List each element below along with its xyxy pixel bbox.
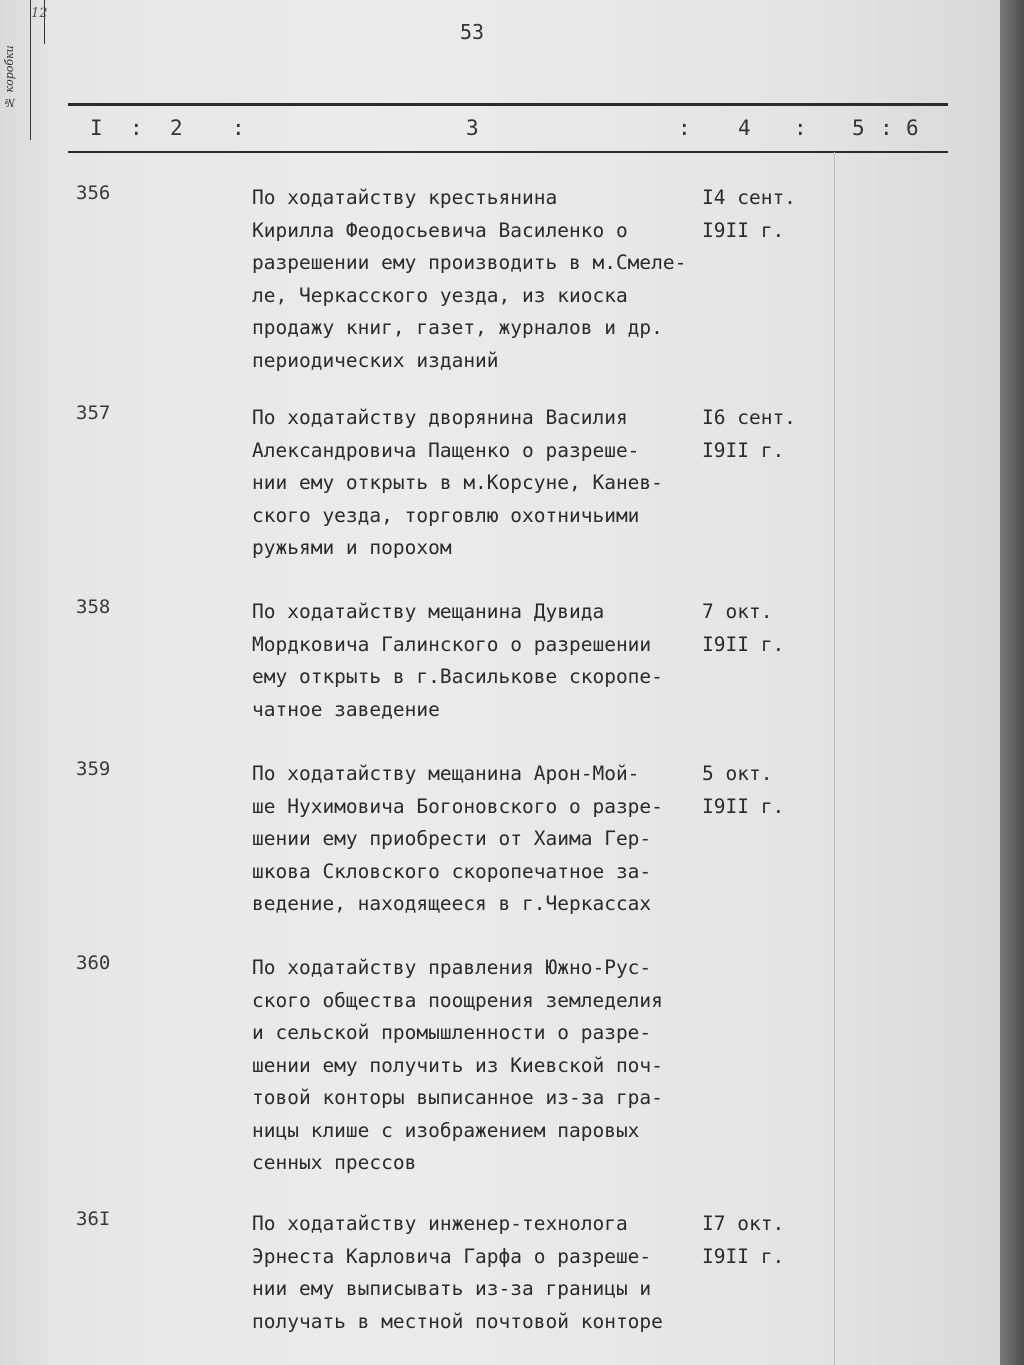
col-header-sep: : — [880, 116, 894, 140]
record-date: I4 сент. I9II г. — [702, 186, 796, 242]
record-number: 358 — [76, 596, 111, 618]
margin-column — [0, 0, 31, 140]
col-header-sep: : — [130, 116, 144, 140]
record-date: 7 окт. I9II г. — [702, 600, 785, 656]
box-number: 12 — [31, 6, 48, 21]
record-date: I7 окт. I9II г. — [702, 1212, 785, 1268]
col-header-2: 2 — [170, 116, 184, 140]
page-number: 53 — [460, 20, 485, 44]
col-header-1: I — [90, 116, 104, 140]
record-number: 36I — [76, 1208, 111, 1230]
col-header-sep: : — [232, 116, 246, 140]
col-header-3: 3 — [466, 116, 480, 140]
col-header-sep: : — [678, 116, 692, 140]
record-number: 360 — [76, 952, 111, 974]
record-description: По ходатайству дворянина Василия Александровича Пащенко о разреше- нии ему открыть в м.Корсуне, Канев- ского уезда, торговлю охотничьими ружьями и порохом — [252, 406, 663, 559]
record-number: 357 — [76, 402, 111, 424]
record-description: По ходатайству правления Южно-Рус- ского общества поощрения земледелия и сельской промышленности о разре- шении ему получить из Киевской поч- товой конторы выписанное из-за гра- ницы клише с изображением паровых сенных прессов — [252, 956, 663, 1174]
scan-edge — [1000, 0, 1024, 1365]
column-divider — [834, 152, 835, 1365]
record-description: По ходатайству крестьянина Кирилла Феодосьевича Василенко о разрешении ему производить в м.Смеле- ле, Черкасского уезда, из киоска продажу книг, газет, журналов и др. периодических изданий — [252, 186, 687, 372]
header-top-rule — [68, 103, 948, 106]
box-label: № коробки — [3, 45, 16, 109]
record-date: I6 сент. I9II г. — [702, 406, 796, 462]
record-date: 5 окт. I9II г. — [702, 762, 785, 818]
col-header-4: 4 — [738, 116, 752, 140]
col-header-5: 5 — [852, 116, 866, 140]
record-number: 359 — [76, 758, 111, 780]
record-number: 356 — [76, 182, 111, 204]
record-description: По ходатайству мещанина Арон-Мой- ше Нухимовича Богоновского о разре- шении ему приобрести от Хаима Гер- шкова Скловского скоропечатное за- ведение, находящееся в г.Черкассах — [252, 762, 663, 915]
col-header-6: 6 — [906, 116, 920, 140]
col-header-sep: : — [794, 116, 808, 140]
record-description: По ходатайству мещанина Дувида Мордковича Галинского о разрешении ему открыть в г.Василькове скоропе- чатное заведение — [252, 600, 663, 721]
header-bottom-rule — [68, 151, 948, 153]
record-description: По ходатайству инженер-технолога Эрнеста Карловича Гарфа о разреше- нии ему выписывать из-за границы и получать в местной почтовой конторе — [252, 1212, 663, 1333]
